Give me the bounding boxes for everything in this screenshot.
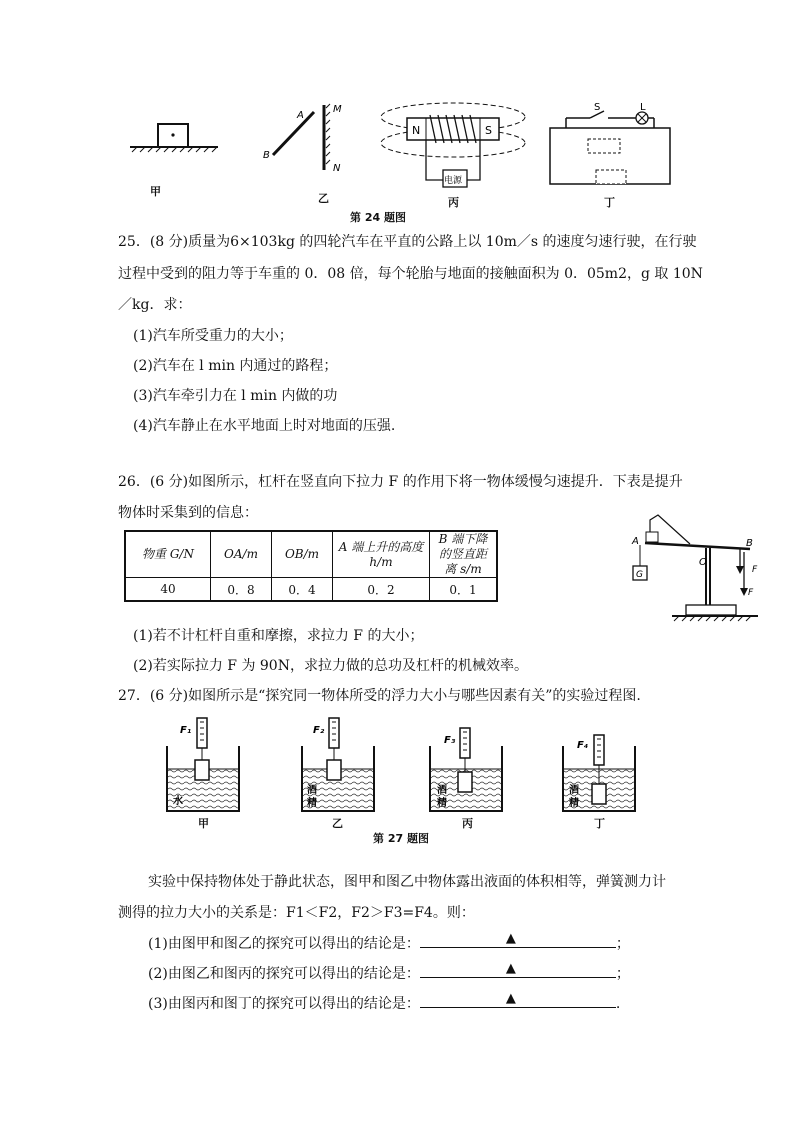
switch-s-label: S xyxy=(594,102,601,113)
triangle-marker-3: ▲ xyxy=(505,991,516,1006)
lever-o-label: O xyxy=(699,557,707,568)
table-header-oa: OA/m xyxy=(211,531,272,578)
q26-line1: 26．(6 分)如图所示，杠杆在竖直向下拉力 F 的作用下将一物体缓慢匀速提升．下表是提升 xyxy=(118,474,683,490)
table-header-s: B 端下降的竖直距离 s/m xyxy=(430,531,498,578)
fig27-label-yi: 乙 xyxy=(332,817,343,830)
fig24-label-ding: 丁 xyxy=(604,196,615,209)
q25-item-2: (2)汽车在 l min 内通过的路程； xyxy=(133,358,338,374)
q27-item-2 xyxy=(148,963,630,984)
q27-item-3-end: . xyxy=(615,996,621,1012)
lever-a-label: A xyxy=(632,536,639,547)
point-m-label: M xyxy=(333,104,342,115)
answer-blank-1[interactable] xyxy=(420,933,616,948)
alcohol-label-yi-1: 酒 xyxy=(307,785,317,796)
q27-item-3 xyxy=(148,993,620,1014)
q25-line2: 过程中受到的阻力等于车重的 0．08 倍，每个轮胎与地面的接触面积为 0．05m2，g 取 10N xyxy=(118,266,703,282)
q25-line1: 25．(8 分)质量为6×103kg 的四轮汽车在平直的公路上以 10m／s 的速度匀速行驶，在行驶 xyxy=(118,234,697,250)
table-header-h: A 端上升的高度 h/m xyxy=(333,531,430,578)
q25-item-4: (4)汽车静止在水平地面上时对地面的压强. xyxy=(133,418,396,434)
alcohol-label-bing-2: 精 xyxy=(437,798,447,809)
alcohol-label-ding-1: 酒 xyxy=(569,785,579,796)
point-a-label: A xyxy=(297,110,304,121)
q27-para2: 测得的拉力大小的关系是：F1＜F2，F2＞F3=F4。则： xyxy=(118,905,475,921)
q27-item-2-text: (2)由图乙和图丙的探究可以得出的结论是： xyxy=(148,966,420,982)
q27-line1: 27．(6 分)如图所示是“探究同一物体所受的浮力大小与哪些因素有关”的实验过程图. xyxy=(118,688,641,704)
lamp-l-label: L xyxy=(640,102,646,113)
table-header-ob: OB/m xyxy=(272,531,333,578)
fig27-label-bing: 丙 xyxy=(462,817,473,830)
fig24-label-jia: 甲 xyxy=(150,185,161,198)
fig24-label-yi: 乙 xyxy=(318,192,329,205)
q25-item-3: (3)汽车牵引力在 l min 内做的功 xyxy=(133,388,338,404)
pole-n-label: N xyxy=(412,124,421,137)
q27-item-1-text: (1)由图甲和图乙的探究可以得出的结论是： xyxy=(148,936,420,952)
table-cell-weight: 40 xyxy=(125,578,211,602)
force-f4-label: F₄ xyxy=(577,740,589,751)
q25-line3: ／kg．求： xyxy=(118,297,192,313)
table-cell-h: 0．2 xyxy=(333,578,430,602)
fig24-caption: 第 24 题图 xyxy=(350,211,406,224)
q26-item-1: (1)若不计杠杆自重和摩擦，求拉力 F 的大小； xyxy=(133,628,424,644)
lever-b-label: B xyxy=(746,538,753,549)
answer-blank-2[interactable] xyxy=(420,963,616,978)
force-f-label-1: F xyxy=(752,565,758,575)
table-cell-oa: 0．8 xyxy=(211,578,272,602)
q27-item-1 xyxy=(148,933,630,954)
pole-s-label: S xyxy=(485,124,492,137)
table-cell-ob: 0．4 xyxy=(272,578,333,602)
triangle-marker-1: ▲ xyxy=(505,931,516,946)
point-b-label: B xyxy=(263,150,270,161)
alcohol-label-yi-2: 精 xyxy=(307,798,317,809)
point-n-label: N xyxy=(333,163,341,174)
table-header-weight: 物重 G/N xyxy=(125,531,211,578)
fig27-caption: 第 27 题图 xyxy=(373,832,429,845)
triangle-marker-2: ▲ xyxy=(505,961,516,976)
water-label: 水 xyxy=(173,796,183,807)
weight-g-label: G xyxy=(636,570,643,580)
force-f1-label: F₁ xyxy=(180,725,192,736)
q27-para1: 实验中保持物体处于静此状态，图甲和图乙中物体露出液面的体积相等，弹簧测力计 xyxy=(148,874,666,890)
table-cell-s: 0．1 xyxy=(430,578,498,602)
q25-item-1: (1)汽车所受重力的大小； xyxy=(133,328,293,344)
answer-blank-3[interactable] xyxy=(420,993,616,1008)
fig27-label-jia: 甲 xyxy=(198,817,209,830)
force-f3-label: F₃ xyxy=(444,735,456,746)
alcohol-label-bing-1: 酒 xyxy=(437,785,447,796)
q26-line2: 物体时采集到的信息： xyxy=(118,505,258,521)
power-source-label: 电源 xyxy=(444,176,463,186)
alcohol-label-ding-2: 精 xyxy=(569,798,579,809)
fig24-label-bing: 丙 xyxy=(448,196,459,209)
force-f2-label: F₂ xyxy=(313,725,325,736)
q27-item-1-end: ； xyxy=(615,936,630,952)
q27-item-3-text: (3)由图丙和图丁的探究可以得出的结论是： xyxy=(148,996,420,1012)
q26-item-2: (2)若实际拉力 F 为 90N，求拉力做的总功及杠杆的机械效率。 xyxy=(133,658,528,674)
q27-item-2-end: ； xyxy=(615,966,630,982)
force-f-label-2: F xyxy=(748,588,754,598)
fig27-label-ding: 丁 xyxy=(594,817,605,830)
